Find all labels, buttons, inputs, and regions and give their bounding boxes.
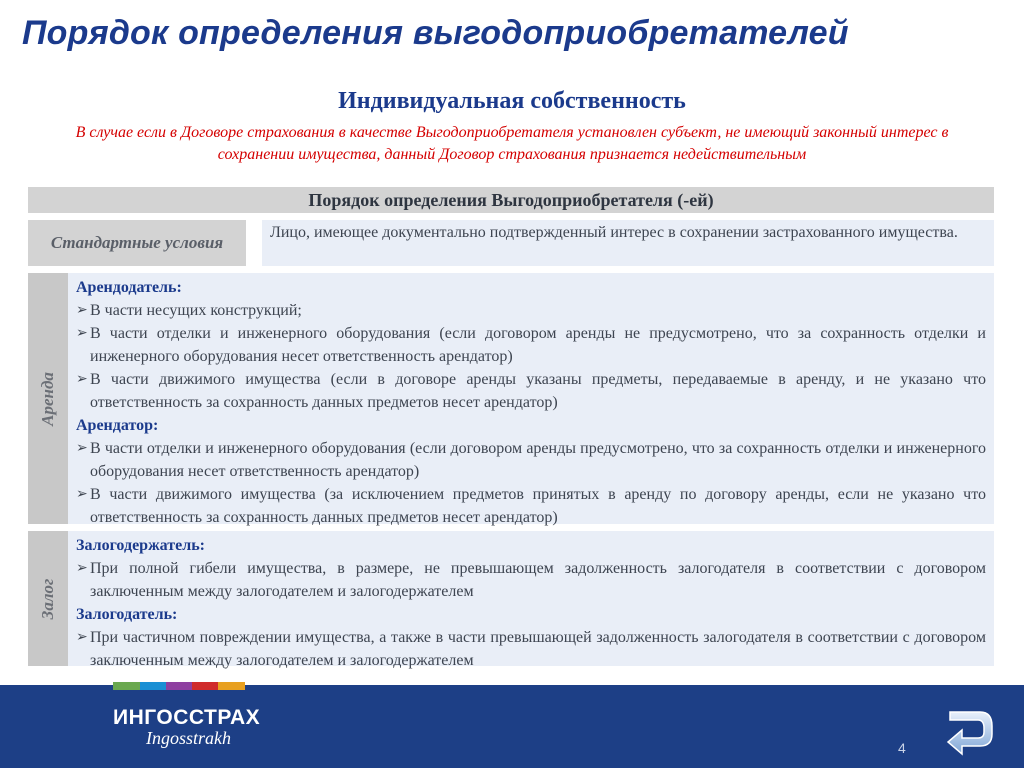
list-item: ➢ В части движимого имущества (если в договоре аренды указаны предметы, передаваемые в аренду, и не указано что ответственность за сохранность данных предметов несет арендатор): [76, 368, 986, 414]
list-item: ➢ В части движимого имущества (за исключением предметов принятых в аренду по договору аренды, если не указано что ответственность за сохранность данных предметов несет арендатор): [76, 483, 986, 529]
pledge-holder-heading: Залогодержатель:: [76, 537, 205, 554]
color-strip-segment: [113, 682, 140, 690]
arrow-bullet-icon: ➢: [76, 441, 88, 456]
company-logo: ИНГОССТРАХ: [113, 706, 261, 729]
lease-label: Аренда: [38, 371, 57, 426]
page-number: 4: [898, 740, 906, 756]
pledge-label-cell: [28, 531, 68, 666]
company-logo-script: Ingosstrakh: [146, 728, 231, 748]
standard-conditions-label: Стандартные условия: [28, 220, 246, 266]
color-strip-segment: [140, 682, 166, 690]
arrow-bullet-icon: ➢: [76, 303, 88, 318]
arrow-bullet-icon: ➢: [76, 372, 88, 387]
pledge-giver-heading: Залогодатель:: [76, 606, 178, 623]
color-strip-segment: [166, 682, 192, 690]
list-item: ➢ При полной гибели имущества, в размере, не превышающем задолженность залогодателя в соответствии с договором заключенным между залогодателем и залогодержателем: [76, 557, 986, 603]
slide-subtitle: Индивидуальная собственность: [338, 88, 686, 114]
warning-note: В случае если в Договоре страхования в качестве Выгодоприобретателя установлен субъект, не имеющий законный интерес в сохранении имущества, данный Договор страхования признается недействительным: [75, 124, 949, 163]
arrow-bullet-icon: ➢: [76, 326, 88, 341]
list-item: ➢ В части отделки и инженерного оборудования (если договором аренды предусмотрено, что за сохранность отделки и инженерного оборудования несет ответственность арендатор): [76, 437, 986, 483]
pledge-body: [68, 531, 994, 669]
lessee-heading: Арендатор:: [76, 417, 159, 434]
table-header: Порядок определения Выгодоприобретателя (-ей): [28, 187, 994, 213]
lessor-heading: Арендодатель:: [76, 279, 182, 296]
arrow-bullet-icon: ➢: [76, 487, 88, 502]
lease-label-cell: [28, 273, 68, 524]
pledge-label: Залог: [38, 578, 57, 619]
lease-body: [68, 273, 994, 524]
color-strip-segment: [192, 682, 218, 690]
standard-conditions-text: Лицо, имеющее документально подтвержденный интерес в сохранении застрахованного имущества.: [262, 220, 994, 266]
arrow-bullet-icon: ➢: [76, 630, 88, 645]
arrow-bullet-icon: ➢: [76, 561, 88, 576]
slide-title: Порядок определения выгодоприобретателей: [22, 14, 849, 52]
return-arrow-icon[interactable]: [944, 704, 996, 760]
list-item: ➢ В части отделки и инженерного оборудования (если договором аренды не предусмотрено, что за сохранность отделки и инженерного оборудования несет ответственность арендатор): [76, 322, 986, 368]
color-strip-segment: [218, 682, 245, 690]
list-item: ➢ При частичном повреждении имущества, а также в части превышающей задолженность залогодателя в соответствии с договором заключенным между залогодателем и залогодержателем: [76, 626, 986, 672]
list-item: ➢ В части несущих конструкций;: [76, 299, 986, 322]
